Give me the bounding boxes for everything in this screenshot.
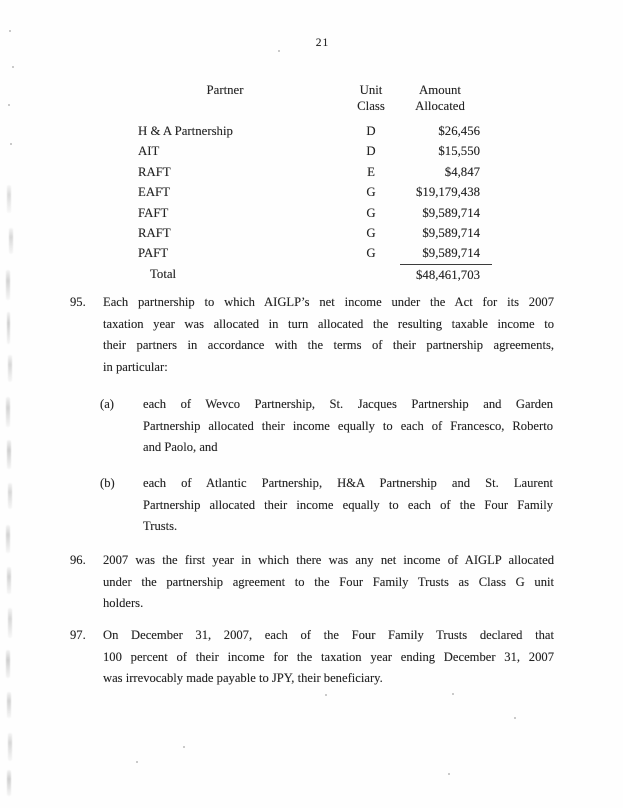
table-body [120,121,492,285]
paragraph-97 [70,625,554,690]
cell-unit-class: G [366,185,376,200]
cell-partner: RAFT [138,164,171,179]
cell-amount: $15,550 [438,144,480,159]
scan-speck [448,773,450,775]
subitem-b [100,473,553,538]
scan-speck [278,50,280,52]
cell-partner: AIT [138,144,160,159]
paragraph-number: 95. [70,295,86,309]
page-number: 21 [315,37,330,49]
table-row [120,223,492,243]
cell-unit-class: E [367,164,375,179]
scan-artifact [8,355,12,382]
scan-artifact [7,567,11,594]
cell-unit-class: G [366,246,376,261]
scan-speck [452,693,454,695]
paragraph-text: 2007 was the first year in which there was any net income of AIGLP allocated under the partnership agreement to the Four Family Trusts as Class G unit holders. [103,553,554,611]
cell-amount: $9,589,714 [422,246,480,261]
paragraph-96 [70,550,554,615]
scan-artifact [8,483,12,509]
scan-artifact [7,770,11,796]
paragraph-number: 96. [70,553,86,567]
total-amount: $48,461,703 [400,264,492,285]
scan-artifact [6,270,10,300]
cell-partner: PAFT [138,246,169,261]
cell-unit-class: G [366,226,376,241]
scan-speck [183,746,185,748]
header-unit-class: Unit Class [357,83,385,113]
scan-artifact [7,185,11,213]
table-row [120,243,492,263]
table-header-row [120,80,492,114]
scan-artifact [9,228,13,254]
scan-speck [136,761,138,763]
scan-artifact [6,525,10,553]
subitem-text: each of Wevco Partnership, St. Jacques Partnership and Garden Partnership allocated their income equally to each of Francesco, Roberto and Paolo, and [143,397,553,455]
subitem-text: each of Atlantic Partnership, H&A Partnership and St. Laurent Partnership allocated their income equally to each of the Four Family Trusts. [143,476,553,534]
cell-partner: FAFT [138,205,169,220]
scan-speck [10,143,12,145]
paragraph-text: Each partnership to which AIGLP’s net income under the Act for its 2007 taxation year was allocated in turn allocated the resulting taxable income to their partners in accordance with the terms of their partnership agreements, in particular: [103,295,554,375]
header-amount-allocated: Amount Allocated [415,83,465,113]
scan-artifact [7,312,10,344]
scan-artifact [6,397,10,427]
total-label: Total [150,266,177,281]
scan-artifact [8,608,12,638]
scan-speck [514,717,516,719]
cell-unit-class: D [366,124,376,138]
cell-amount: $9,589,714 [422,205,480,220]
scan-artifact [7,440,11,469]
header-partner: Partner [206,83,244,97]
subitem-label: (b) [100,476,115,490]
table-row [120,141,492,161]
cell-amount: $4,847 [444,164,480,179]
cell-amount: $19,179,438 [416,185,480,200]
paragraph-number: 97. [70,628,86,642]
table-total-row [120,264,492,285]
cell-partner: RAFT [138,226,171,241]
scan-speck [8,104,10,106]
scan-artifact [7,692,11,718]
scan-speck [9,30,11,32]
cell-unit-class: D [366,144,376,159]
table-row [120,121,492,141]
cell-partner: EAFT [138,185,170,200]
table-row [120,162,492,182]
cell-unit-class: G [366,205,376,220]
subitem-label: (a) [100,397,114,411]
cell-partner: H & A Partnership [138,124,233,138]
table-row [120,182,492,202]
paragraph-95 [70,292,554,379]
scan-artifact [8,733,12,761]
scan-speck [12,66,14,68]
cell-amount: $26,456 [438,124,480,138]
table-row [120,203,492,223]
cell-amount: $9,589,714 [422,226,480,241]
allocation-table [120,80,492,285]
subitem-a [100,394,553,459]
scan-artifact [6,650,10,678]
scan-speck [325,694,327,696]
paragraph-text: On December 31, 2007, each of the Four Family Trusts declared that 100 percent of their income for the taxation year ending December 31, 2007 was irrevocably made payable to JPY, their beneficiary. [103,628,554,686]
